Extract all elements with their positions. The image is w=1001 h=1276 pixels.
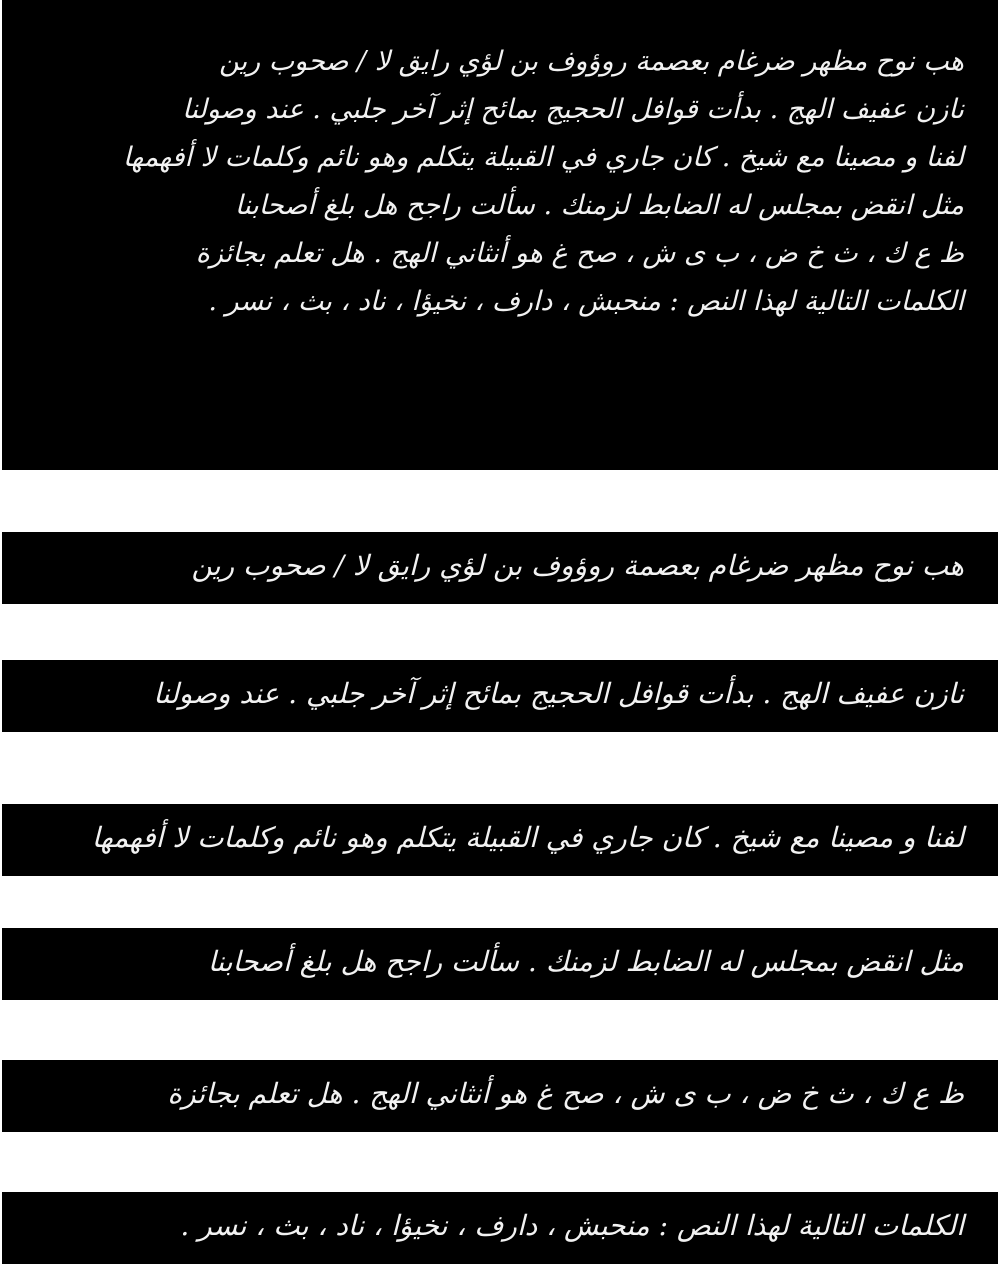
segmented-line-4: مثل انقض بمجلس له الضابط لزمنك . سألت راجح هل بلغ أصحابنا: [207, 945, 964, 978]
text-line-1: هب نوح مظهر ضرغام بعصمة روؤوف بن لؤي رايق لا / صحوب رين: [219, 46, 964, 77]
text-line-2: نازن عفيف الهج . بدأت قوافل الحجيج بمائح إثر آخر جلبي . عند وصولنا: [182, 94, 964, 125]
segmented-line-3: لفنا و مصينا مع شيخ . كان جاري في القبيلة يتكلم وهو نائم وكلمات لا أفهمها: [91, 821, 964, 854]
segmented-line-strip-3: [2, 804, 998, 876]
segmented-line-2: نازن عفيف الهج . بدأت قوافل الحجيج بمائح إثر آخر جلبي . عند وصولنا: [153, 677, 964, 710]
text-line-3: لفنا و مصينا مع شيخ . كان جاري في القبيلة يتكلم وهو نائم وكلمات لا أفهمها: [122, 142, 964, 173]
segmented-line-strip-4: [2, 928, 998, 1000]
full-text-block: [2, 0, 998, 470]
segmented-line-strip-2: [2, 660, 998, 732]
segmented-line-strip-6: [2, 1192, 998, 1264]
segmented-line-strip-5: [2, 1060, 998, 1132]
text-line-5: ظ ع ك ، ث خ ض ، ب ى ش ، صح غ هو أنثاني الهج . هل تعلم بجائزة: [195, 238, 964, 269]
text-line-6: الكلمات التالية لهذا النص : منحبش ، دارف ، نخيؤا ، ناد ، بث ، نسر .: [208, 286, 964, 317]
segmented-line-1: هب نوح مظهر ضرغام بعصمة روؤوف بن لؤي رايق لا / صحوب رين: [191, 549, 964, 582]
segmented-line-strip-1: [2, 532, 998, 604]
segmented-line-6: الكلمات التالية لهذا النص : منحبش ، دارف ، نخيؤا ، ناد ، بث ، نسر .: [180, 1209, 964, 1242]
segmented-line-5: ظ ع ك ، ث خ ض ، ب ى ش ، صح غ هو أنثاني الهج . هل تعلم بجائزة: [167, 1077, 964, 1110]
text-line-4: مثل انقض بمجلس له الضابط لزمنك . سألت راجح هل بلغ أصحابنا: [234, 190, 964, 221]
